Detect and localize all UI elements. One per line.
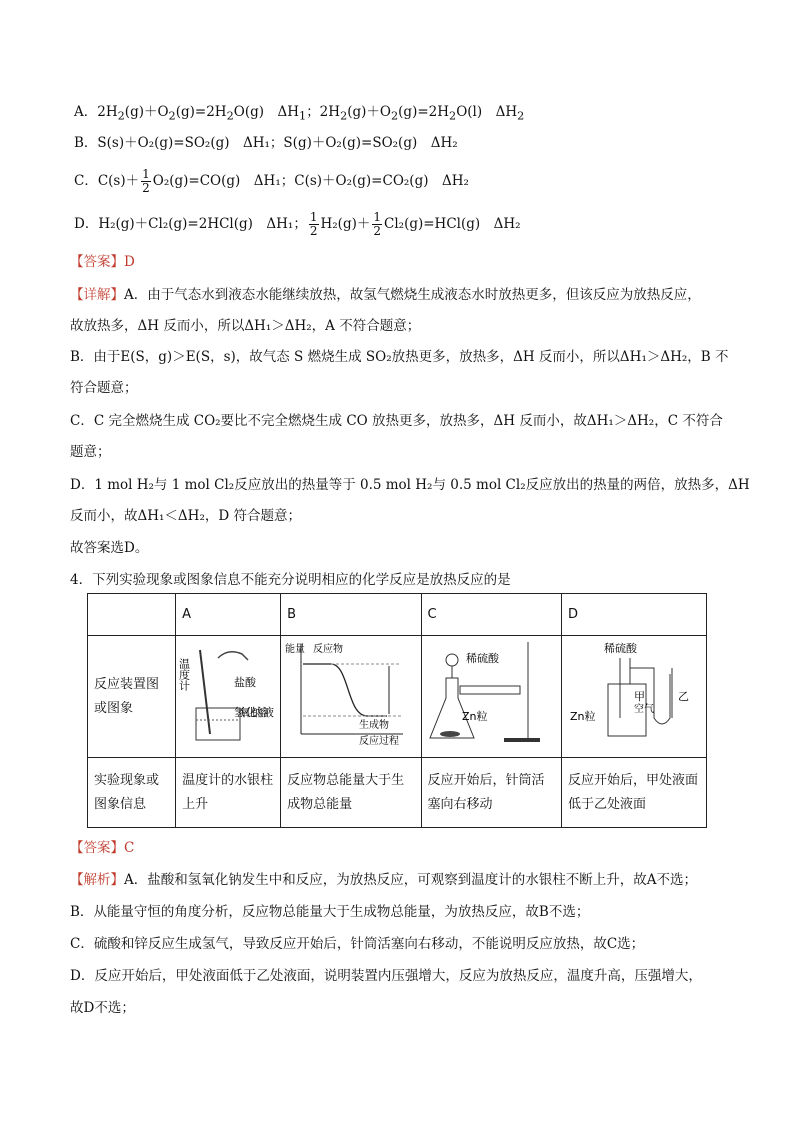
svg-text:生成物: 生成物 <box>359 720 390 731</box>
q4-table <box>87 593 707 828</box>
svg-text:稀硫酸: 稀硫酸 <box>604 642 637 655</box>
q4-stem: 4．下列实验现象或图象信息不能充分说明相应的化学反应是放热反应的是 <box>70 572 511 588</box>
figure-b <box>281 636 421 758</box>
svg-text:反应过程: 反应过程 <box>359 736 400 746</box>
svg-text:稀硫酸: 稀硫酸 <box>465 652 499 665</box>
q4-analysis-d1: D．反应开始后，甲处液面低于乙处液面，说明装置内压强增大，反应为放热反应，温度升高，压强增大， <box>70 968 702 984</box>
figure-c <box>421 636 561 758</box>
svg-text:空气: 空气 <box>634 704 654 715</box>
option-c: C．C(s)＋ $\frac{1}{2}$ O₂(g)=CO(g) ΔH₁；C(s)＋O₂(g)=CO₂(g) ΔH₂ <box>74 167 469 195</box>
fraction-half: $\frac{1}{2}$ <box>142 167 150 195</box>
q3-explain-c1: C．C 完全燃烧生成 CO₂要比不完全燃烧生成 CO 放热更多，放热多，ΔH 反而小，故ΔH₁＞ΔH₂，C 不符合 <box>70 413 723 429</box>
q3-explain-a2: 故放热多，ΔH 反而小，所以ΔH₁＞ΔH₂，A 不符合题意； <box>70 318 421 334</box>
figure-d <box>562 636 707 758</box>
option-a: A．$2H_2(g)+O_2(g)=2H_2O(g)$ $\Delta H_1$；$2H_2(g)+O_2(g)=2H_2O(l)$ $\Delta H_2$ <box>74 104 525 123</box>
q4-analysis-b: B．从能量守恒的角度分析，反应物总能量大于生成物总能量，为放热反应，故B不选； <box>70 904 590 920</box>
flask-syringe-figure <box>424 638 548 746</box>
svg-text:乙: 乙 <box>678 690 689 703</box>
svg-text:能量: 能量 <box>285 644 306 655</box>
q4-answer: 【答案】C <box>70 840 135 856</box>
beaker-thermometer-figure <box>178 638 278 746</box>
q3-conclusion: 故答案选D。 <box>70 540 149 556</box>
option-d: D．H₂(g)＋Cl₂(g)=2HCl(g) ΔH₁； $\frac{1}{2}$ H₂(g)＋ $\frac{1}{2}$ Cl₂(g)=HCl(g) ΔH₂ <box>74 210 521 238</box>
svg-text:甲: 甲 <box>634 690 645 703</box>
q4-analysis-a: 【解析】A．盐酸和氢氧化钠发生中和反应，为放热反应，可观察到温度计的水银柱不断上升，故A不选； <box>70 872 697 888</box>
flask-u-tube-figure <box>564 638 704 746</box>
q3-explain-b2: 符合题意； <box>70 380 138 396</box>
q3-explain-d1: D．1 mol H₂与 1 mol Cl₂反应放出的热量等于 0.5 mol H₂与 0.5 mol Cl₂反应放出的热量的两倍，放热多，ΔH <box>70 477 750 493</box>
q3-answer: 【答案】D <box>70 254 135 270</box>
option-b: B．S(s)＋O₂(g)=SO₂(g) ΔH₁；S(g)＋O₂(g)=SO₂(g) ΔH₂ <box>74 135 458 151</box>
table-row-phenomena: 实验现象或图象信息 温度计的水银柱上升 反应物总能量大于生成物总能量 反应开始后，针筒活塞向右移动 反应开始后，甲处液面低于乙处液面 <box>88 758 707 828</box>
q3-explain-c2: 题意； <box>70 444 111 460</box>
svg-text:反应物: 反应物 <box>313 644 344 655</box>
svg-text:Zn粒: Zn粒 <box>461 710 488 723</box>
svg-text:Zn粒: Zn粒 <box>570 710 596 723</box>
q4-analysis-d2: 故D不选； <box>70 1000 135 1016</box>
energy-diagram <box>283 638 407 746</box>
table-row-figures: 反应装置图或图象 温度计 盐酸 氢氧化钠溶液 能量 反应物 生成物 反应过程 稀硫酸 Zn粒 稀硫酸 空气 Zn粒 甲 乙 <box>88 636 707 758</box>
q3-explain-d2: 反而小，故ΔH₁＜ΔH₂，D 符合题意； <box>70 508 301 524</box>
table-header-row: A B C D <box>88 594 707 636</box>
figure-a <box>176 636 281 758</box>
q3-explain-b1: B．由于E(S，g)＞E(S，s)，故气态 S 燃烧生成 SO₂放热更多，放热多，ΔH 反而小，所以ΔH₁＞ΔH₂，B 不 <box>70 349 729 365</box>
q4-analysis-c: C．硫酸和锌反应生成氢气，导致反应开始后，针筒活塞向右移动，不能说明反应放热，故C选； <box>70 936 645 952</box>
q3-explain-a1: 【详解】A．由于气态水到液态水能继续放热，故氢气燃烧生成液态水时放热更多，但该反应为放热反应， <box>70 287 701 303</box>
svg-text:氢氧化钠溶液: 氢氧化钠溶液 <box>234 706 275 719</box>
svg-text:盐酸: 盐酸 <box>234 676 257 689</box>
label-thermometer: 温度计 <box>178 658 191 691</box>
